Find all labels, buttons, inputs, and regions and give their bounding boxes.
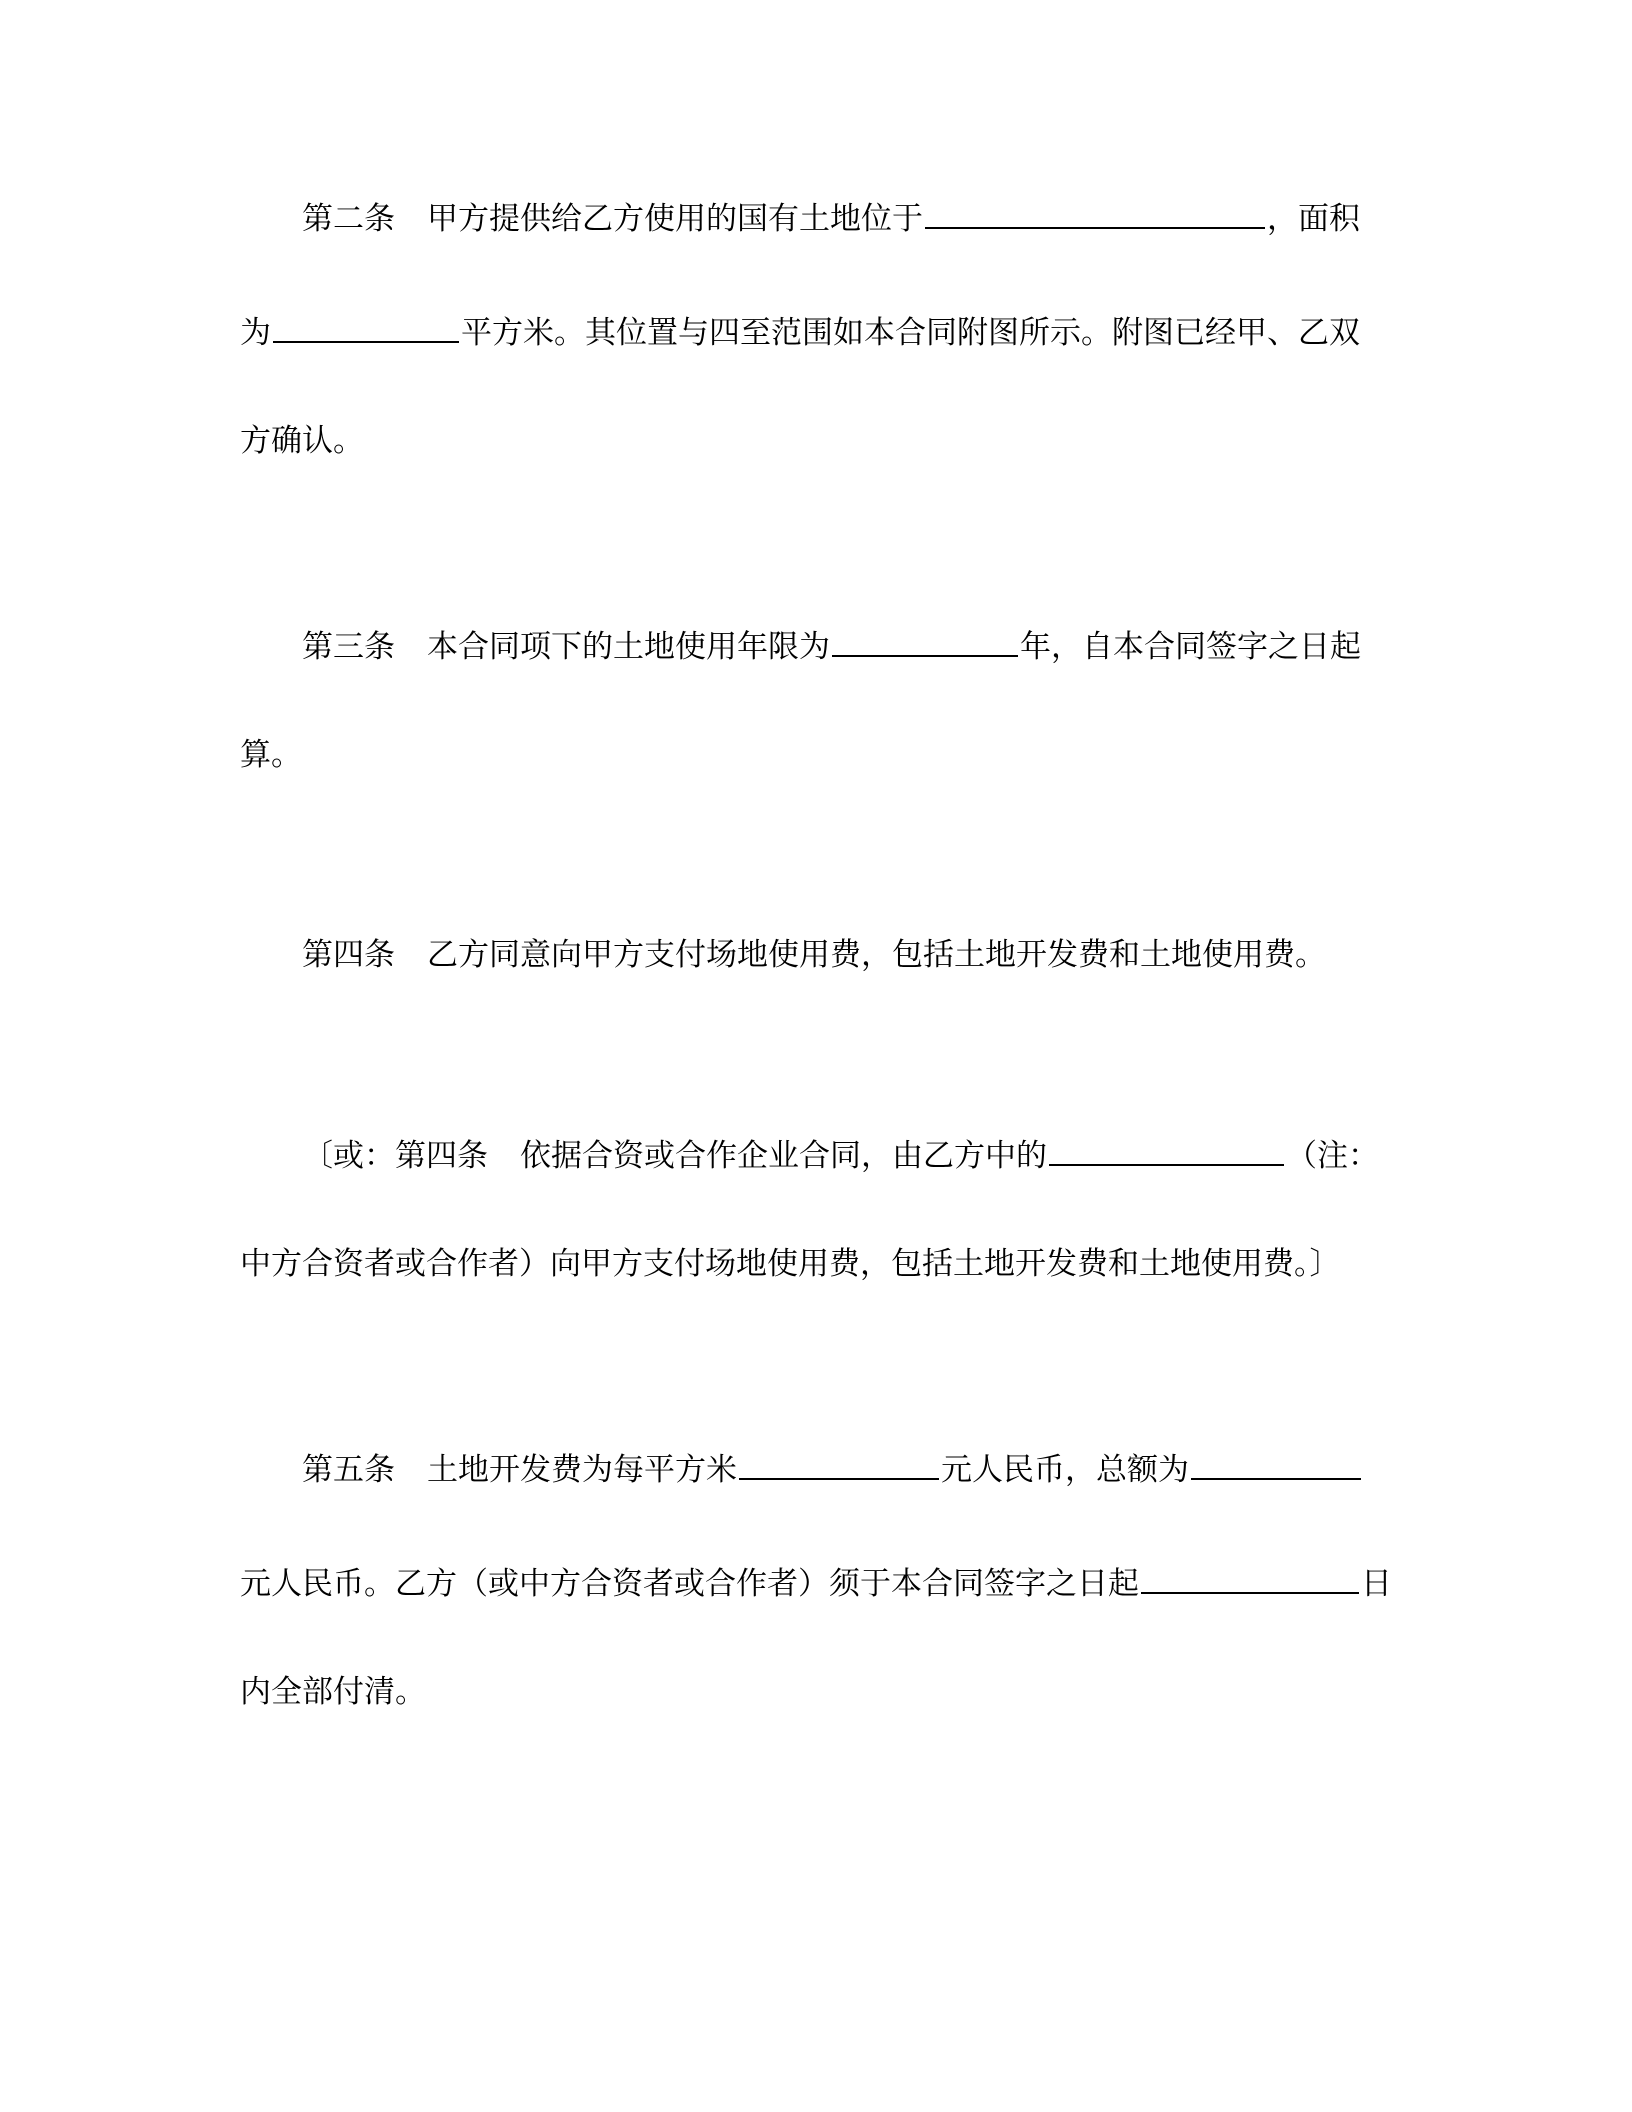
article-5-line-2 xyxy=(240,1556,1392,1600)
fill-blank-party[interactable] xyxy=(1049,1128,1284,1166)
article-text: （注： xyxy=(1286,1138,1379,1174)
article-text: 日 xyxy=(1361,1566,1392,1602)
article-text: 土地开发费为每平方米 xyxy=(427,1452,737,1488)
article-text: 平方米。其位置与四至范围如本合同附图所示。附图已经甲、乙双 xyxy=(461,315,1360,351)
fill-blank-area[interactable] xyxy=(273,305,459,343)
fill-blank-term-years[interactable] xyxy=(832,619,1018,657)
article-text: 元人民币。乙方（或中方合资者或合作者）须于本合同签字之日起 xyxy=(240,1566,1139,1602)
article-label: 第五条 xyxy=(302,1452,395,1488)
article-label: 第二条 xyxy=(302,201,395,237)
fill-blank-total-amount[interactable] xyxy=(1191,1442,1361,1480)
fill-blank-payment-days[interactable] xyxy=(1141,1556,1359,1594)
article-5-line-3 xyxy=(240,1670,426,1714)
article-text: 方确认。 xyxy=(240,423,364,459)
article-label: 〔或：第四条 xyxy=(302,1138,488,1174)
fill-blank-price-per-sqm[interactable] xyxy=(739,1442,939,1480)
article-2-line-1 xyxy=(302,191,1360,235)
article-text: 算。 xyxy=(240,737,302,773)
article-text: 甲方提供给乙方使用的国有土地位于 xyxy=(427,201,923,237)
article-4-alt-line-2 xyxy=(240,1242,1341,1286)
fill-blank-location[interactable] xyxy=(925,191,1265,229)
article-label: 第三条 xyxy=(302,629,395,665)
article-text: 元人民币，总额为 xyxy=(941,1452,1189,1488)
article-text: 依据合资或合作企业合同，由乙方中的 xyxy=(520,1138,1047,1174)
article-3-line-1 xyxy=(302,619,1361,663)
article-2-line-2 xyxy=(240,305,1360,349)
article-text: 本合同项下的土地使用年限为 xyxy=(427,629,830,665)
article-text: 年，自本合同签字之日起 xyxy=(1020,629,1361,665)
article-text: 中方合资者或合作者）向甲方支付场地使用费，包括土地开发费和土地使用费。〕 xyxy=(240,1246,1341,1282)
article-label: 第四条 xyxy=(302,937,395,973)
article-text: 内全部付清。 xyxy=(240,1674,426,1710)
article-text: 乙方同意向甲方支付场地使用费，包括土地开发费和土地使用费。 xyxy=(427,937,1326,973)
article-4-line-1 xyxy=(302,933,1326,977)
article-text: ，面积 xyxy=(1267,201,1360,237)
article-text: 为 xyxy=(240,315,271,351)
article-5-line-1 xyxy=(302,1442,1363,1486)
article-3-line-2 xyxy=(240,733,302,777)
article-4-alt-line-1 xyxy=(302,1128,1379,1172)
article-2-line-3 xyxy=(240,419,364,463)
